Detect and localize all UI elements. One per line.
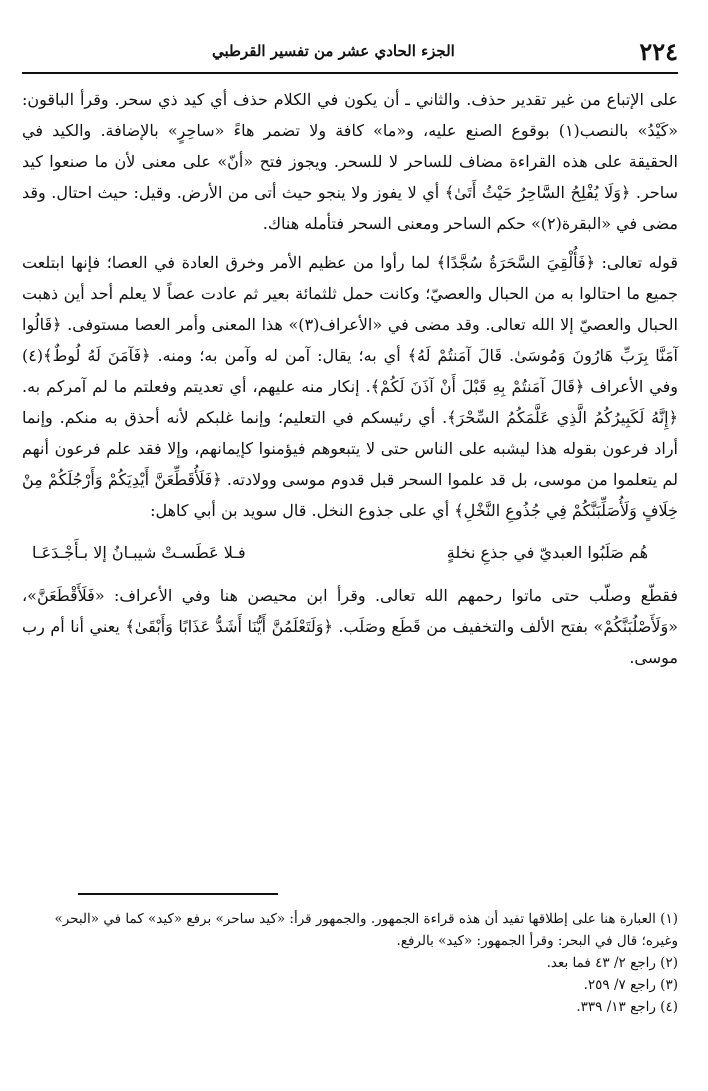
footnote: (١) العبارة هنا على إطلاقها تفيد أن هذه قراءة الجمهور. والجمهور قرأ: «كيد ساحر» برفع «كيد» كما في «البحر» وغيره؛ قال في البحر: وقرأ الجمهور: «كيد» بالرفع. [54, 911, 678, 949]
poetry-verse [32, 538, 648, 568]
footnote: (٢) راجع ٢/ ٤٣ فما بعد. [546, 955, 678, 971]
footnote: (٤) راجع ١٣/ ٣٣٩. [576, 999, 678, 1015]
page-number: ٢٢٤ [639, 36, 678, 66]
closing-paragraph: فقطّع وصلّب حتى ماتوا رحمهم الله تعالى. وقرأ ابن محيصن هنا وفي الأعراف: «فَلَأَقْطَعَنَّ»، «وَلَأَصْلُبَنَّكُمْ» بفتح الألف والتخفيف من قَطَع وصَلَب. ﴿وَلَتَعْلَمُنَّ أَيُّنَا أَشَدُّ عَذَابًا وَأَبْقَىٰ﴾ يعني أنا أم رب موسى. [22, 586, 678, 667]
footnote-divider [78, 893, 278, 895]
main-text [22, 84, 678, 673]
footnote: (٣) راجع ٧/ ٢٥٩. [583, 977, 678, 993]
verse-second-hemistich: فـلا عَطَسـتْ شيبـانُ إلا بـأَجْـدَعَـا [32, 543, 246, 562]
page-header [22, 30, 678, 74]
paragraph: قوله تعالى: ﴿فَأُلْقِيَ السَّحَرَةُ سُجَّدًا﴾ لما رأوا من عظيم الأمر وخرق العادة في العصا؛ فإنها ابتلعت جميع ما احتالوا به من الحبال والعصيّ؛ وكانت حمل ثلثمائة بعير ثم عادت عصاً لا يعلم أحد أين ذهبت الحبال والعصيّ إلا الله تعالى. وقد مضى في «الأعراف(٣)» هذا المعنى وأمر العصا مستوفى. ﴿قَالُوا آمَنَّا بِرَبِّ هَارُونَ وَمُوسَىٰ. قَالَ آمَنتُمْ لَهُ﴾ أي به؛ يقال: آمن له وآمن به؛ ومنه. ﴿فَآمَنَ لَهُ لُوطٌ﴾(٤) وفي الأعراف ﴿قَالَ آمَنتُمْ بِهِ قَبْلَ أَنْ آذَنَ لَكُمْ﴾. إنكار منه عليهم، أي تعديتم وفعلتم ما لم آمركم به. ﴿إِنَّهُ لَكَبِيرُكُمُ الَّذِي عَلَّمَكُمُ السِّحْرَ﴾. أي رئيسكم في التعليم؛ وإنما غلبكم لأنه أحذق به منكم. وإنما أراد فرعون بقوله هذا ليشبه على الناس حتى لا يتبعوهم فيؤمنوا كإيمانهم، وإلا فقد علم فرعون أنهم لم يتعلموا من موسى، بل قد علموا السحر قبل قدوم موسى وولادته. ﴿فَلَأُقَطِّعَنَّ أَيْدِيَكُمْ وَأَرْجُلَكُمْ مِنْ خِلَافٍ وَلَأُصَلِّبَنَّكُمْ فِي جُذُوعِ النَّخْلِ﴾ أي على جذوع النخل. قال سويد بن أبي كاهل: [22, 253, 679, 520]
running-title: الجزء الحادي عشر من تفسير القرطبي [212, 42, 455, 60]
footnotes [22, 908, 678, 1018]
paragraph: على الإتباع من غير تقدير حذف. والثاني ـ أن يكون في الكلام حذف أي كيد ذي سحر. وقرأ الباقون: «كَيْدُ» بالنصب(١) بوقوع الصنع عليه، و«ما» كافة ولا تضمر هاءً «ساحِرٍ» بالإضافة. والكيد في الحقيقة على هذه القراءة مضاف للساحر لا للسحر. ويجوز فتح «أنّ» على معنى لأن ما صنعوا كيد ساحر. ﴿وَلَا يُفْلِحُ السَّاحِرُ حَيْثُ أَتَىٰ﴾ أي لا يفوز ولا ينجو حيث أتى من الأرض. وقيل: حيث احتال. وقد مضى في «البقرة(٢)» حكم الساحر ومعنى السحر فتأمله هناك. [22, 90, 679, 233]
verse-first-hemistich: هُم صَلَبُوا العبديّ في جذعِ نخلةٍ [446, 543, 648, 562]
